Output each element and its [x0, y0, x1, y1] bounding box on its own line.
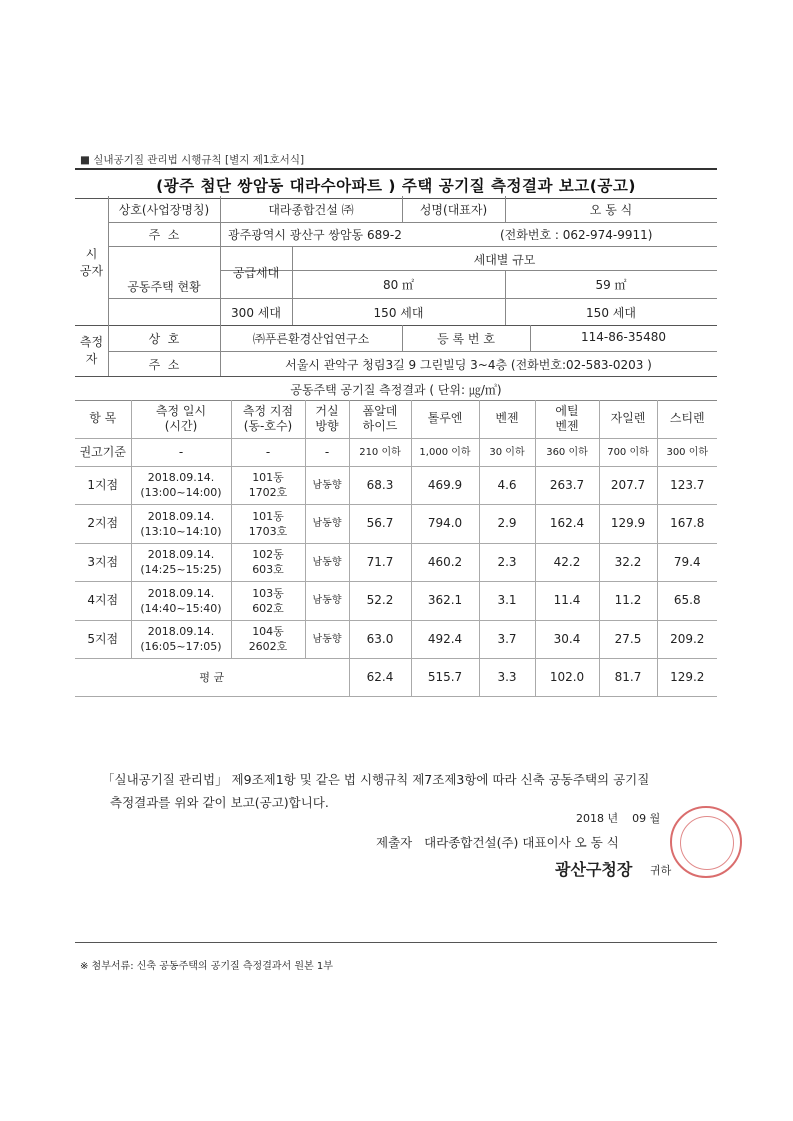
- title-box: [75, 168, 717, 199]
- table-cell: 2018.09.14. (13:10~14:10): [131, 505, 231, 544]
- table-row: [75, 582, 717, 621]
- table-cell: 794.0: [411, 505, 479, 544]
- submitter: 제출자 대라종합건설(주) 대표이사 오 동 식: [376, 835, 619, 850]
- measurer-name-value: ㈜푸른환경산업연구소: [252, 332, 370, 346]
- builder-rep-label: 성명(대표자): [419, 203, 488, 217]
- scale-label: 세대별 규모: [473, 253, 536, 267]
- average-cell: 129.2: [657, 659, 717, 697]
- average-label: 평 균: [75, 659, 349, 697]
- measurer-name-label: 상 호: [148, 332, 180, 346]
- results-table: [75, 400, 717, 697]
- table-cell: 2018.09.14. (14:40~15:40): [131, 582, 231, 621]
- table-cell: 52.2: [349, 582, 411, 621]
- table-row: [75, 620, 717, 659]
- table-header-cell: 에틸 벤젠: [535, 400, 599, 438]
- table-row: [75, 466, 717, 505]
- recipient: 광산구청장: [555, 860, 633, 879]
- average-cell: 62.4: [349, 659, 411, 697]
- table-header-cell: 측정 일시 (시간): [131, 400, 231, 438]
- standard-cell: -: [231, 438, 305, 466]
- table-cell: 101동 1702호: [231, 466, 305, 505]
- builder-name-value: 대라종합건설 ㈜: [268, 203, 354, 217]
- table-cell: 1지점: [75, 466, 131, 505]
- standard-cell: 700 이하: [599, 438, 657, 466]
- table-cell: 4지점: [75, 582, 131, 621]
- table-cell: 4.6: [479, 466, 535, 505]
- statement-line-2: 측정결과를 위와 같이 보고(공고)합니다.: [110, 795, 329, 810]
- results-caption: 공동주택 공기질 측정결과 ( 단위: ㎍/㎥): [290, 383, 502, 397]
- table-cell: 79.4: [657, 543, 717, 582]
- table-cell: 362.1: [411, 582, 479, 621]
- table-cell: 71.7: [349, 543, 411, 582]
- average-cell: 81.7: [599, 659, 657, 697]
- table-cell: 32.2: [599, 543, 657, 582]
- table-cell: 162.4: [535, 505, 599, 544]
- seal-stamp: [670, 806, 742, 878]
- size-1: 80 ㎡: [382, 278, 415, 292]
- table-cell: 2지점: [75, 505, 131, 544]
- measurer-address-value: 서울시 관악구 청림3길 9 그린빌딩 3~4층 (전화번호:02-583-0203 ): [285, 358, 652, 372]
- standard-cell: 30 이하: [479, 438, 535, 466]
- table-header-cell: 항 목: [75, 400, 131, 438]
- table-cell: 남동향: [305, 620, 349, 659]
- table-cell: 469.9: [411, 466, 479, 505]
- table-cell: 123.7: [657, 466, 717, 505]
- table-cell: 167.8: [657, 505, 717, 544]
- table-cell: 남동향: [305, 505, 349, 544]
- table-cell: 2018.09.14. (16:05~17:05): [131, 620, 231, 659]
- table-cell: 3지점: [75, 543, 131, 582]
- table-cell: 11.2: [599, 582, 657, 621]
- attachment-note: ※ 첨부서류: 신축 공동주택의 공기질 측정결과서 원본 1부: [80, 961, 333, 972]
- builder-rep-value: 오 동 식: [589, 203, 633, 217]
- table-cell: 104동 2602호: [231, 620, 305, 659]
- size-2: 59 ㎡: [595, 278, 627, 292]
- report-date: 2018 년 09 월: [576, 812, 661, 825]
- standard-cell: -: [305, 438, 349, 466]
- standard-cell: 210 이하: [349, 438, 411, 466]
- table-header-cell: 측정 지점 (동-호수): [231, 400, 305, 438]
- table-cell: 남동향: [305, 543, 349, 582]
- table-cell: 2.3: [479, 543, 535, 582]
- recipient-suffix: 귀하: [650, 864, 672, 877]
- table-cell: 129.9: [599, 505, 657, 544]
- table-cell: 42.2: [535, 543, 599, 582]
- table-cell: 2018.09.14. (14:25~15:25): [131, 543, 231, 582]
- table-cell: 남동향: [305, 582, 349, 621]
- builder-phone-value: (전화번호 : 062-974-9911): [500, 228, 653, 242]
- table-cell: 103동 602호: [231, 582, 305, 621]
- table-row-standard: [75, 438, 717, 466]
- measurer-reg-value: 114-86-35480: [580, 330, 666, 344]
- table-header-cell: 거실 방향: [305, 400, 349, 438]
- table-cell: 68.3: [349, 466, 411, 505]
- measurer-reg-label: 등 록 번 호: [437, 332, 495, 346]
- units-1: 150 세대: [373, 306, 424, 320]
- table-header-cell: 폼알데 하이드: [349, 400, 411, 438]
- footer-divider: [75, 942, 717, 943]
- average-cell: 3.3: [479, 659, 535, 697]
- table-cell: 101동 1703호: [231, 505, 305, 544]
- table-cell: 11.4: [535, 582, 599, 621]
- table-cell: 5지점: [75, 620, 131, 659]
- table-cell: 27.5: [599, 620, 657, 659]
- standard-cell: -: [131, 438, 231, 466]
- table-header-cell: 자일렌: [599, 400, 657, 438]
- table-cell: 65.8: [657, 582, 717, 621]
- table-header-cell: 벤젠: [479, 400, 535, 438]
- standard-cell: 1,000 이하: [411, 438, 479, 466]
- table-header-cell: 톨루엔: [411, 400, 479, 438]
- form-label: ■ 실내공기질 관리법 시행규칙 [별지 제1호서식]: [80, 154, 305, 166]
- table-cell: 492.4: [411, 620, 479, 659]
- table-row: [75, 543, 717, 582]
- standard-cell: 360 이하: [535, 438, 599, 466]
- table-cell: 263.7: [535, 466, 599, 505]
- standard-cell: 권고기준: [75, 438, 131, 466]
- supply-label: 공급세대: [232, 266, 280, 280]
- standard-cell: 300 이하: [657, 438, 717, 466]
- table-cell: 남동향: [305, 466, 349, 505]
- average-cell: 515.7: [411, 659, 479, 697]
- measurer-section-label: 측정 자: [79, 335, 104, 366]
- table-header-row: [75, 400, 717, 438]
- average-cell: 102.0: [535, 659, 599, 697]
- builder-section-label: 시 공자: [79, 247, 104, 278]
- builder-name-label: 상호(사업장명칭): [118, 203, 210, 217]
- table-row-average: [75, 659, 717, 697]
- table-cell: 30.4: [535, 620, 599, 659]
- table-cell: 56.7: [349, 505, 411, 544]
- builder-address-value: 광주광역시 광산구 쌍암동 689-2: [228, 228, 402, 242]
- table-cell: 3.7: [479, 620, 535, 659]
- units-2: 150 세대: [586, 306, 636, 320]
- builder-address-label: 주 소: [148, 228, 180, 242]
- table-cell: 207.7: [599, 466, 657, 505]
- measurer-address-label: 주 소: [148, 358, 180, 372]
- housing-label: 공동주택 현황: [127, 280, 201, 294]
- table-cell: 460.2: [411, 543, 479, 582]
- table-cell: 2.9: [479, 505, 535, 544]
- table-row: [75, 505, 717, 544]
- table-header-cell: 스티렌: [657, 400, 717, 438]
- table-cell: 2018.09.14. (13:00~14:00): [131, 466, 231, 505]
- statement-line-1: 「실내공기질 관리법」 제9조제1항 및 같은 법 시행규칙 제7조제3항에 따라 신축 공동주택의 공기질: [102, 772, 650, 787]
- table-cell: 102동 603호: [231, 543, 305, 582]
- table-cell: 63.0: [349, 620, 411, 659]
- table-cell: 3.1: [479, 582, 535, 621]
- table-cell: 209.2: [657, 620, 717, 659]
- total-units: 300 세대: [231, 306, 281, 320]
- page-title: (광주 첨단 쌍암동 대라수아파트 ) 주택 공기질 측정결과 보고(공고): [156, 177, 636, 195]
